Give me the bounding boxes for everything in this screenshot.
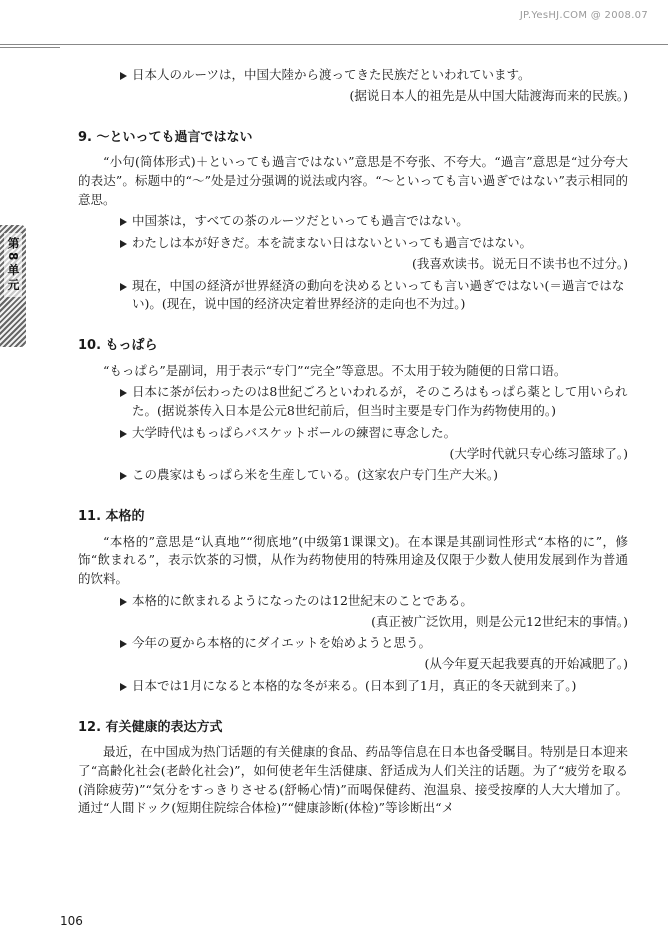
header-rule <box>0 44 668 45</box>
section-11-example-1-cn: (真正被广泛饮用，则是公元12世纪末的事情。) <box>371 613 628 629</box>
example-cn: (据说日本人的祖先是从中国大陆渡海而来的民族。) <box>349 87 628 103</box>
section-10-example-2-cn: (大学时代就只专心练习篮球了。) <box>449 445 628 461</box>
watermark: JP.YesHJ.COM @ 2008.07 <box>519 10 648 21</box>
section-9-example-1: 中国茶は，すべての茶のルーツだといっても過言ではない。 <box>78 212 628 231</box>
section-9-title: 9. ～といっても過言ではない <box>78 129 253 145</box>
section-11-desc: “本格的”意思是“认真地”“彻底地”(中级第1课课文)。在本课是其副词性形式“本格的に”，修饰“飲まれる”，表示饮茶的习惯，从作为药物使用的特殊用途及仅限于少数人使用发展到作为普通的饮料。 <box>78 533 628 586</box>
unit-side-tab-label: 第8单元 <box>4 233 22 297</box>
unit-side-tab <box>0 225 26 347</box>
section-10-desc: “もっぱら”是副词，用于表示“专门”“完全”等意思。不太用于较为随便的日常口语。 <box>103 362 567 378</box>
section-11-example-2-cn: (从今年夏天起我要真的开始减肥了。) <box>424 656 628 671</box>
section-10-example-1: 日本に茶が伝わったのは8世紀ごろといわれるが，そのころはもっぱら薬として用いられた。(据说茶传入日本是公元8世纪前后，但当时主要是专门作为药物使用的。) <box>78 383 628 421</box>
page-number: 106 <box>60 914 83 928</box>
section-12-title: 12. 有关健康的表达方式 <box>78 719 223 735</box>
section-11-example-1: 本格的に飲まれるようになったのは12世紀末のことである。 <box>78 592 628 611</box>
header-rule-short <box>0 47 60 48</box>
section-10-example-2: 大学時代はもっぱらバスケットボールの練習に専念した。 <box>78 424 628 443</box>
section-9-example-2: わたしは本が好きだ。本を読まない日はないといっても過言ではない。 <box>78 234 628 253</box>
section-10-title: 10. もっぱら <box>78 338 158 353</box>
page-content <box>78 66 628 818</box>
section-12-desc: 最近，在中国成为热门话题的有关健康的食品、药品等信息在日本也备受瞩目。特别是日本迎来了“高齢化社会(老龄化社会)”，如何使老年生活健康、舒适成为人们关注的话题。为了“疲労を取る(消除疲劳)”“気分をすっきりさせる(舒畅心情)”而喝保健药、泡温泉、接受按摩的人大大增加了。通过“人間ドック(短期住院综合体检)”“健康診断(体检)”等诊断出“メ <box>78 744 629 816</box>
section-11-example-3: 日本では1月になると本格的な冬が来る。(日本到了1月，真正的冬天就到来了。) <box>78 677 628 696</box>
section-9-example-2-cn: (我喜欢读书。说无日不读书也不过分。) <box>411 255 628 271</box>
section-10-example-3: この農家はもっぱら米を生産している。(这家农户专门生产大米。) <box>78 466 628 485</box>
section-11-title: 11. 本格的 <box>78 509 145 524</box>
example-jp: 日本人のルーツは，中国大陸から渡ってきた民族だといわれています。 <box>132 67 531 82</box>
section-9-example-3: 現在，中国の経済が世界経済の動向を決めるといっても言い過ぎではない(＝過言ではない)。(现在，说中国的经济决定着世界经济的走向也不为过。) <box>78 277 628 315</box>
section-11-example-2: 今年の夏から本格的にダイエットを始めようと思う。 <box>78 634 628 653</box>
intro-example <box>78 66 628 85</box>
section-9-desc: “小句(简体形式)＋といっても過言ではない”意思是不夸张、不夸大。“過言”意思是“过分夸大的表达”。标题中的“～”处是过分强调的说法或内容。“～といっても言い過ぎではない”表示相同的意思。 <box>78 154 628 207</box>
